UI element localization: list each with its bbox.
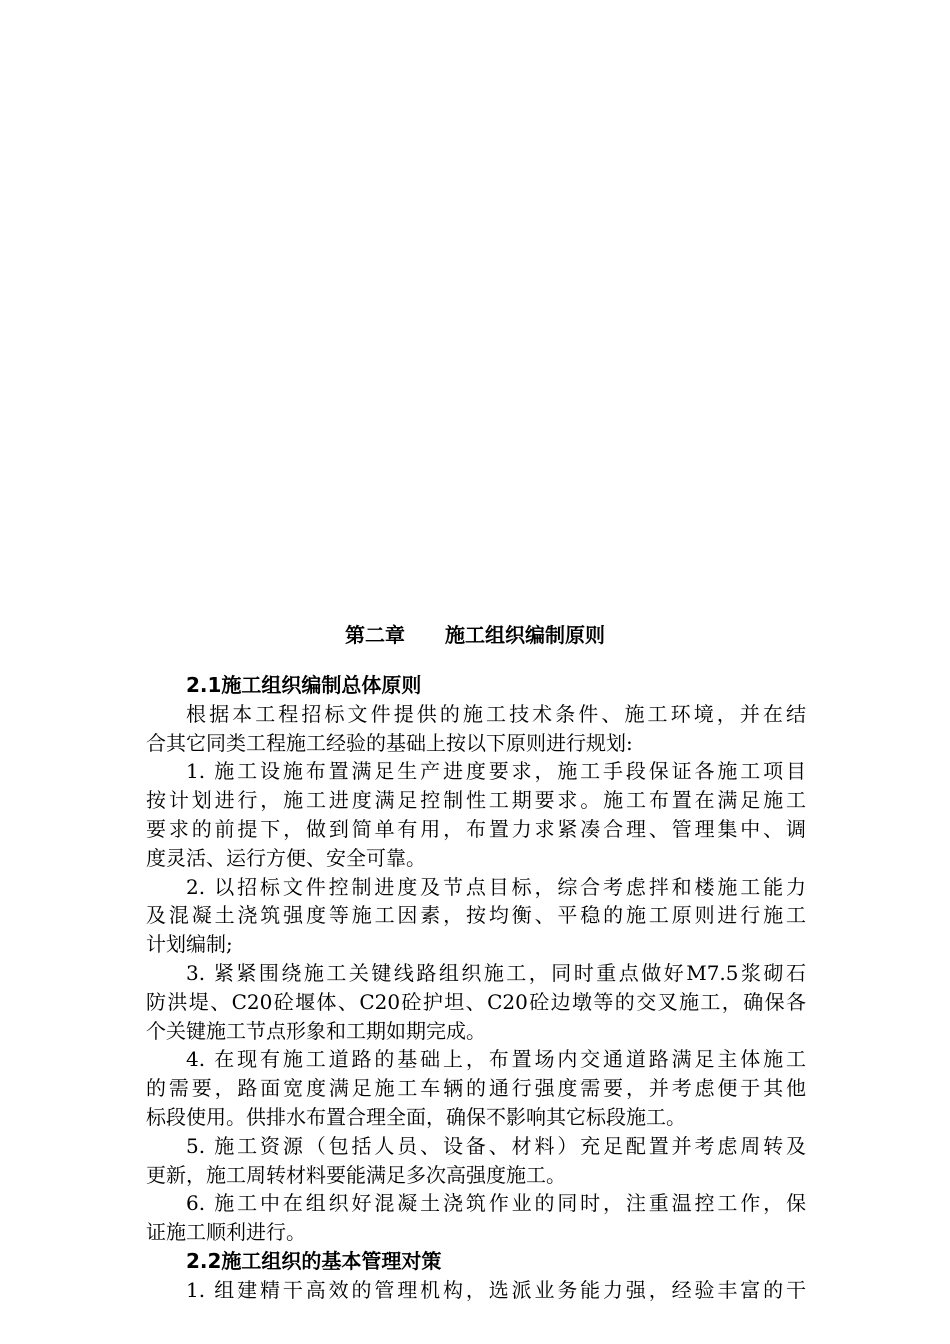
- paragraph-line: 及混凝土浇筑强度等施工因素，按均衡、平稳的施工原则进行施工: [146, 903, 806, 928]
- paragraph-line: 3. 紧紧围绕施工关键线路组织施工，同时重点做好M7.5浆砌石: [186, 960, 806, 985]
- paragraph-line: 度灵活、运行方便、安全可靠。: [146, 845, 426, 870]
- paragraph-line: 6. 施工中在组织好混凝土浇筑作业的同时，注重温控工作，保: [186, 1191, 806, 1216]
- section-heading: 2.1施工组织编制总体原则: [186, 673, 422, 697]
- paragraph-line: 要求的前提下，做到简单有用，布置力求紧凑合理、管理集中、调: [146, 816, 806, 841]
- paragraph-line: 按计划进行，施工进度满足控制性工期要求。施工布置在满足施工: [146, 788, 806, 813]
- paragraph-line: 计划编制;: [146, 932, 233, 957]
- paragraph-line: 1. 施工设施布置满足生产进度要求，施工手段保证各施工项目: [186, 759, 806, 784]
- paragraph-line: 5. 施工资源（包括人员、设备、材料）充足配置并考虑周转及: [186, 1133, 806, 1158]
- paragraph-line: 证施工顺利进行。: [146, 1220, 306, 1245]
- paragraph-line: 根据本工程招标文件提供的施工技术条件、施工环境，并在结: [186, 701, 806, 726]
- paragraph-line: 个关键施工节点形象和工期如期完成。: [146, 1018, 486, 1043]
- paragraph-line: 4. 在现有施工道路的基础上，布置场内交通道路满足主体施工: [186, 1047, 806, 1072]
- paragraph-line: 防洪堤、C20砼堰体、C20砼护坦、C20砼边墩等的交叉施工，确保各: [146, 989, 806, 1014]
- chapter-title: 第二章 施工组织编制原则: [345, 623, 605, 647]
- paragraph-line: 合其它同类工程施工经验的基础上按以下原则进行规划:: [146, 730, 633, 755]
- paragraph-line: 标段使用。供排水布置合理全面，确保不影响其它标段施工。: [146, 1104, 686, 1129]
- paragraph-line: 更新，施工周转材料要能满足多次高强度施工。: [146, 1162, 566, 1187]
- document-body: [146, 671, 806, 1305]
- paragraph-line: 的需要，路面宽度满足施工车辆的通行强度需要，并考虑便于其他: [146, 1076, 806, 1101]
- paragraph-line: 1. 组建精干高效的管理机构，选派业务能力强，经验丰富的干: [186, 1277, 806, 1302]
- paragraph-line: 2. 以招标文件控制进度及节点目标，综合考虑拌和楼施工能力: [186, 874, 806, 899]
- section-heading: 2.2施工组织的基本管理对策: [186, 1248, 442, 1273]
